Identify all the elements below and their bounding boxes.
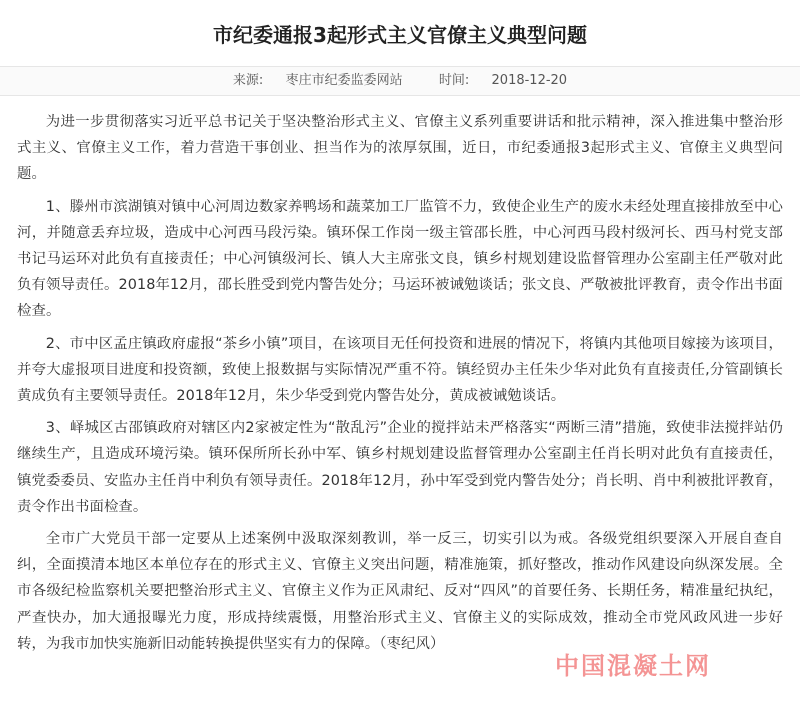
case-1-paragraph: 1、滕州市滨湖镇对镇中心河周边数家养鸭场和蔬菜加工厂监管不力，致使企业生产的废水未经处理直接排放至中心河，并随意丢弃垃圾，造成中心河西马段污染。镇环保工作岗一级主管邵长胜，中心河西马段村级河长、西马村党支部书记马运环对此负有直接责任；中心河镇级河长、镇人大主席张文良，镇乡村规划建设监督管理办公室副主任严敬对此负有领导责任。2018年12月，邵长胜受到党内警告处分；马运环被诫勉谈话；张文良、严敬被批评教育，责令作出书面检查。	[17, 198, 783, 320]
publish-time: 2018-12-20	[491, 73, 568, 88]
conclusion-paragraph: 全市广大党员干部一定要从上述案例中汲取深刻教训，举一反三，切实引以为戒。各级党组织要深入开展自查自纠，全面摸清本地区本单位存在的形式主义、官僚主义突出问题，精准施策，抓好整改，推动作风建设向纵深发展。全市各级纪检监察机关要把整治形式主义、官僚主义作为正风肃纪、反对“四风”的首要任务、长期任务，精准量纪执纪，严查快办，加大通报曝光力度，形成持续震慑，用整治形式主义、官僚主义的实际成效，推动全市党风政风进一步好转，为我市加快实施新旧动能转换提供坚实有力的保障。（枣纪风）	[17, 531, 783, 652]
article-meta	[0, 66, 800, 96]
article-title: 市纪委通报3起形式主义官僚主义典型问题	[213, 23, 587, 47]
case-2-paragraph: 2、市中区孟庄镇政府虚报“茶乡小镇”项目，在该项目无任何投资和进展的情况下，将镇内其他项目嫁接为该项目，并夸大虚报项目进度和投资额，致使上报数据与实际情况严重不符。镇经贸办主任朱少华对此负有直接责任,分管副镇长黄成负有主要领导责任。2018年12月，朱少华受到党内警告处分，黄成被诫勉谈话。	[17, 335, 783, 405]
site-watermark: 中国混凝土网	[555, 652, 711, 680]
source-label: 来源:	[232, 73, 264, 88]
article-body	[17, 109, 783, 663]
source-name[interactable]: 枣庄市纪委监委网站	[285, 73, 403, 88]
case-3-paragraph: 3、峄城区古邵镇政府对辖区内2家被定性为“散乱污”企业的搅拌站未严格落实“两断三清”措施，致使非法搅拌站仍继续生产，且造成环境污染。镇环保所所长孙中军、镇乡村规划建设监督管理办公室副主任肖长明对此负有直接责任，镇党委委员、安监办主任肖中利负有领导责任。2018年12月，孙中军受到党内警告处分；肖长明、肖中利被批评教育，责令作出书面检查。	[17, 420, 783, 515]
intro-paragraph: 为进一步贯彻落实习近平总书记关于坚决整治形式主义、官僚主义系列重要讲话和批示精神，深入推进集中整治形式主义、官僚主义工作，着力营造干事创业、担当作为的浓厚氛围，近日，市纪委通报3起形式主义、官僚主义典型问题。	[17, 114, 783, 183]
time-label: 时间:	[438, 73, 470, 88]
